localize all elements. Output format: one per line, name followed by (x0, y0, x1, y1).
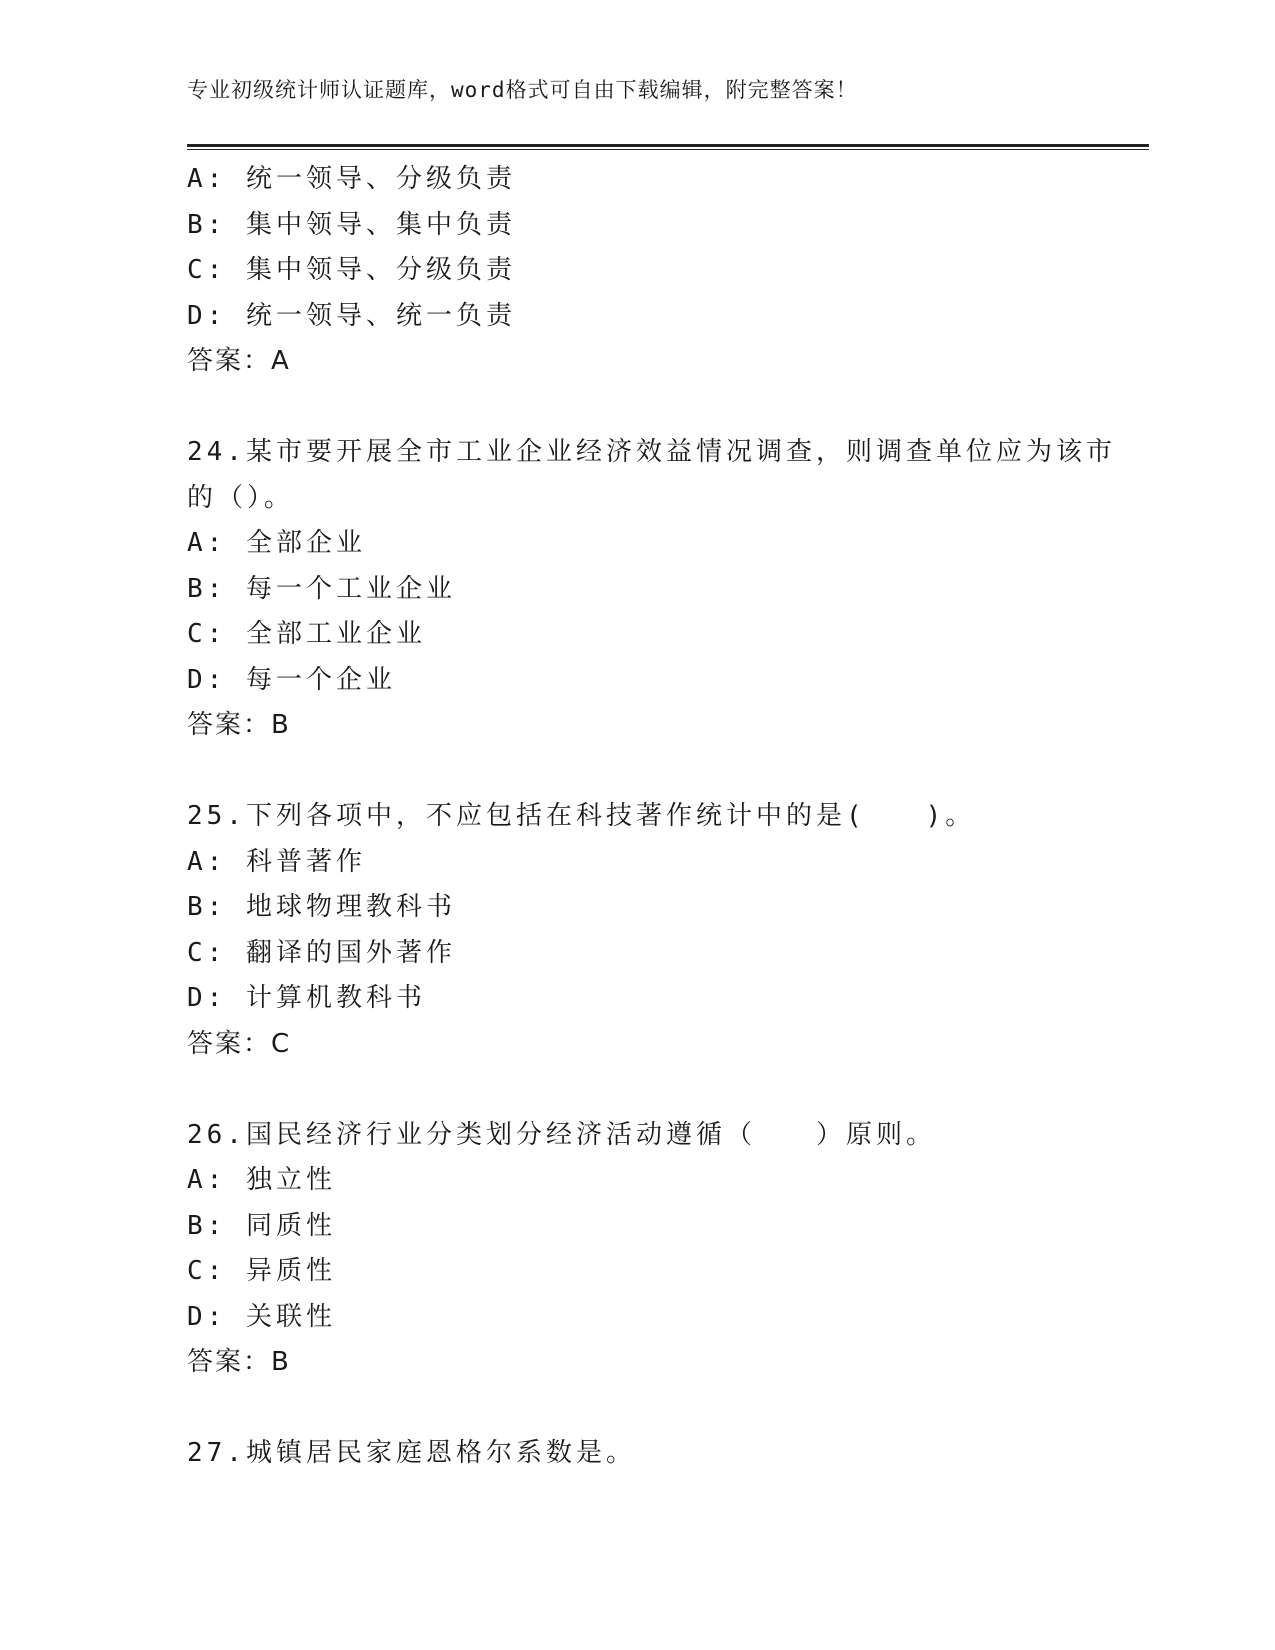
question-content (187, 157, 1116, 1477)
question-block-23 (187, 157, 1087, 385)
question-block-26 (187, 1113, 1087, 1386)
option-a: A: 独立性 (187, 1165, 336, 1195)
spacer (187, 1386, 1087, 1432)
option-a: A: 全部企业 (187, 528, 366, 558)
question-text-line-1: 24.某市要开展全市工业企业经济效益情况调查，则调查单位应为该市 (187, 437, 1116, 467)
option-c: C: 全部工业企业 (187, 619, 426, 649)
answer-line: 答案：C (187, 1028, 292, 1059)
option-b: B: 集中领导、集中负责 (187, 209, 516, 240)
question-block-25 (187, 794, 1087, 1067)
question-text: 25.下列各项中，不应包括在科技著作统计中的是( )。 (187, 801, 976, 831)
option-d: D: 统一领导、统一负责 (187, 300, 516, 331)
page-header-text: 专业初级统计师认证题库，word格式可自由下载编辑，附完整答案！ (187, 78, 858, 102)
spacer (187, 749, 1087, 795)
question-text: 27.城镇居民家庭恩格尔系数是。 (187, 1438, 636, 1468)
spacer (187, 385, 1087, 431)
option-a: A: 科普著作 (187, 846, 366, 877)
option-b: B: 地球物理教科书 (187, 892, 456, 922)
question-text: 26.国民经济行业分类划分经济活动遵循（ ）原则。 (187, 1119, 936, 1150)
option-b: B: 每一个工业企业 (187, 573, 456, 604)
header-divider (187, 144, 1149, 150)
answer-line: 答案：A (187, 346, 291, 376)
question-block-24 (187, 430, 1116, 749)
option-d: D: 关联性 (187, 1301, 336, 1332)
question-text-line-2: 的（）。 (187, 482, 295, 513)
option-b: B: 同质性 (187, 1210, 336, 1241)
spacer (187, 1067, 1087, 1113)
option-a: A: 统一领导、分级负责 (187, 164, 516, 194)
option-d: D: 每一个企业 (187, 664, 396, 695)
question-block-27 (187, 1431, 1087, 1477)
option-d: D: 计算机教科书 (187, 983, 426, 1013)
option-c: C: 集中领导、分级负责 (187, 255, 516, 285)
answer-line: 答案：B (187, 1347, 291, 1377)
option-c: C: 翻译的国外著作 (187, 937, 456, 968)
answer-line: 答案：B (187, 710, 291, 740)
option-c: C: 异质性 (187, 1256, 336, 1286)
